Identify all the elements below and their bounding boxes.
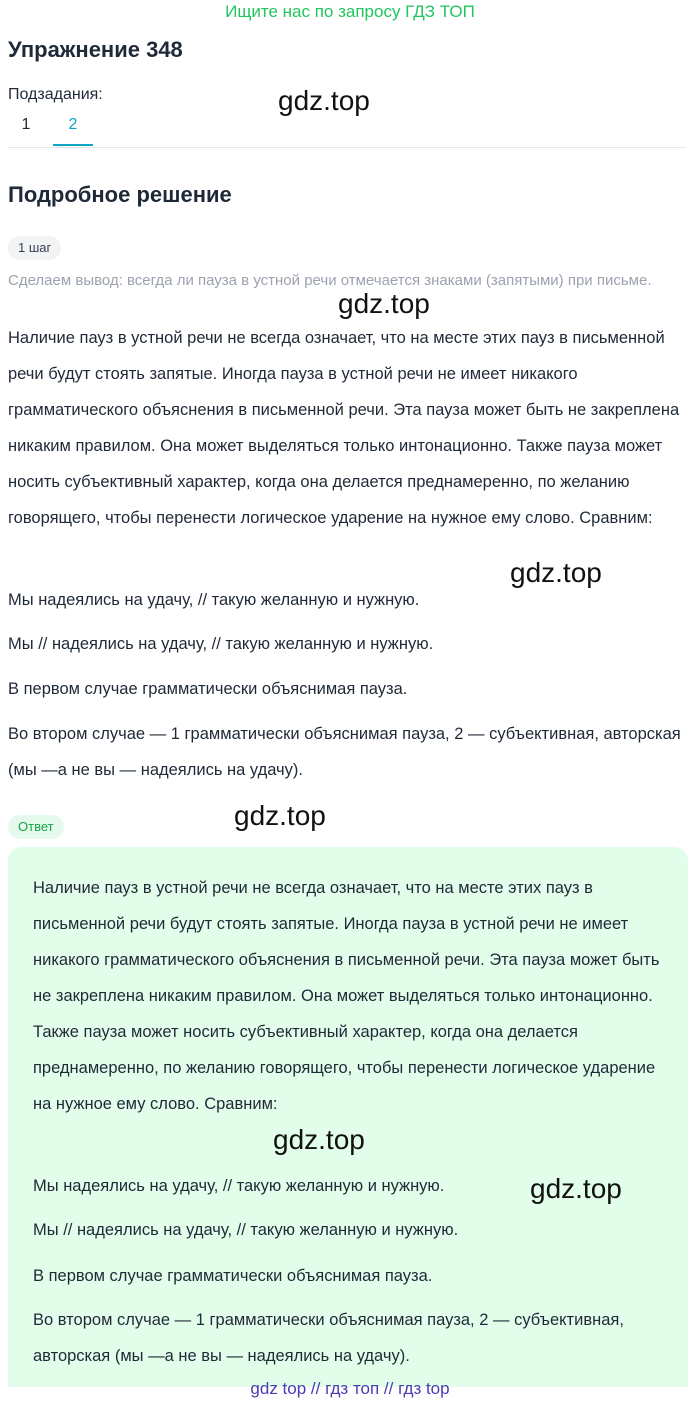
solution-conclusion-1: В первом случае грамматически объяснимая пауза. bbox=[8, 680, 408, 698]
step-question: Сделаем вывод: всегда ли пауза в устной речи отмечается знаками (запятыми) при письме. bbox=[8, 272, 652, 289]
answer-example-2: Мы // надеялись на удачу, // такую желанную и нужную. bbox=[33, 1221, 459, 1239]
watermark: gdz.top bbox=[338, 288, 430, 319]
subtasks-label: Подзадания: bbox=[8, 86, 103, 103]
promo-banner: Ищите нас по запросу ГДЗ ТОП bbox=[225, 2, 475, 21]
solution-conclusion-2: Во втором случае — 1 грамматически объяснимая пауза, 2 — субъективная, авторская (мы —а не вы — надеялись на удачу). bbox=[8, 725, 681, 779]
solution-example-1: Мы надеялись на удачу, // такую желанную и нужную. bbox=[8, 591, 420, 609]
footer-links: gdz top // гдз топ // гдз top bbox=[250, 1379, 450, 1398]
tab-subtask-1[interactable]: 1 bbox=[21, 116, 31, 133]
answer-conclusion-2: Во втором случае — 1 грамматически объяснимая пауза, 2 — субъективная, авторская (мы —а не вы — надеялись на удачу). bbox=[33, 1311, 624, 1365]
page-title: Упражнение 348 bbox=[8, 37, 183, 62]
answer-example-1: Мы надеялись на удачу, // такую желанную и нужную. bbox=[33, 1177, 445, 1195]
answer-conclusion-1: В первом случае грамматически объяснимая пауза. bbox=[33, 1267, 433, 1285]
watermark: gdz.top bbox=[530, 1173, 622, 1204]
solution-example-2: Мы // надеялись на удачу, // такую желанную и нужную. bbox=[8, 635, 434, 653]
watermark: gdz.top bbox=[278, 85, 370, 116]
step-badge: 1 шаг bbox=[8, 236, 61, 260]
tab-subtask-2[interactable]: 2 bbox=[53, 116, 93, 146]
solution-heading: Подробное решение bbox=[8, 182, 232, 207]
watermark: gdz.top bbox=[234, 800, 326, 831]
solution-paragraph: Наличие пауз в устной речи не всегда означает, что на месте этих пауз в письменной речи будут стоять запятые. Иногда пауза в устной речи не имеет никакого грамматического объяснения в письменной речи. Эта пауза может быть не закреплена никаким правилом. Она может выделяться только интонационно. Также пауза может носить субъективный характер, когда она делается преднамеренно, по желанию говорящего, чтобы перенести логическое ударение на нужное ему слово. Сравним: bbox=[8, 329, 680, 527]
answer-badge: Ответ bbox=[8, 815, 64, 839]
watermark: gdz.top bbox=[510, 557, 602, 588]
answer-paragraph: Наличие пауз в устной речи не всегда означает, что на месте этих пауз в письменной речи будут стоять запятые. Иногда пауза в устной речи не имеет никакого грамматического объяснения в письменной речи. Эта пауза может быть не закреплена никаким правилом. Она может выделяться только интонационно. Также пауза может носить субъективный характер, когда она делается преднамеренно, по желанию говорящего, чтобы перенести логическое ударение на нужное ему слово. Сравним: bbox=[33, 879, 660, 1113]
watermark: gdz.top bbox=[273, 1124, 365, 1155]
